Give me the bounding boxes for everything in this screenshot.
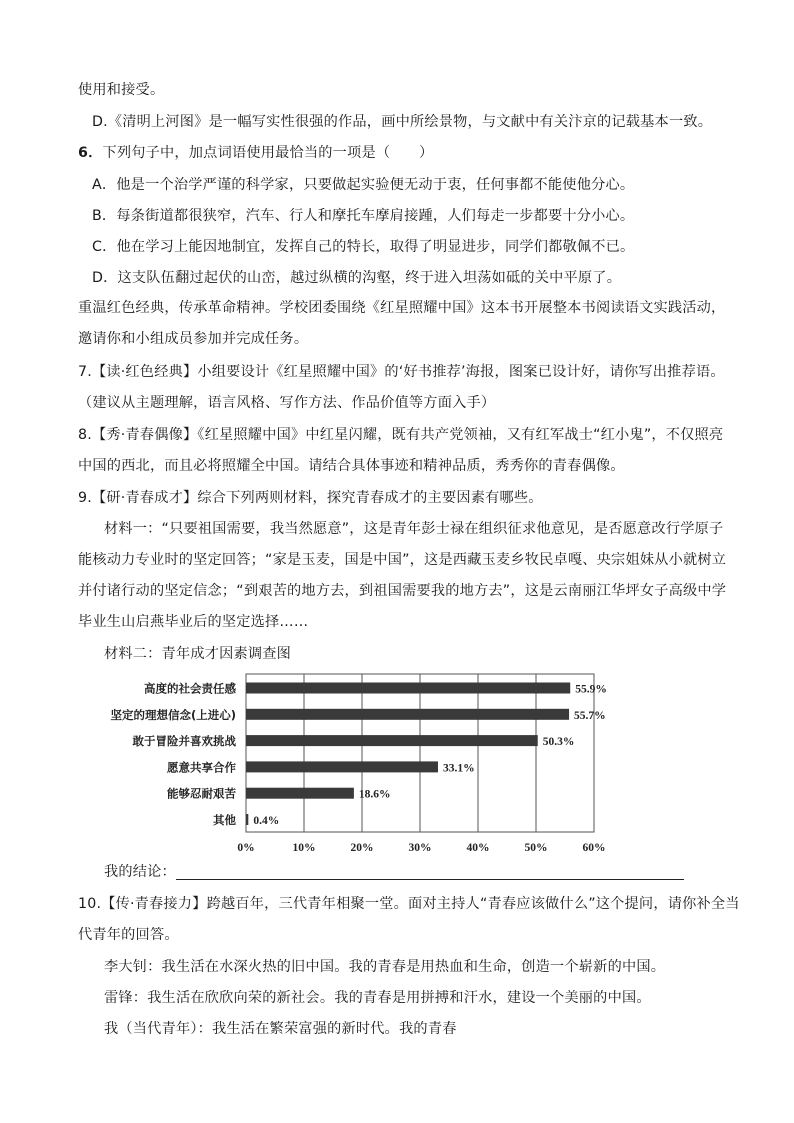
data-label: 33.1% (442, 762, 475, 775)
data-label: 18.6% (358, 788, 391, 801)
x-tick-label: 30% (408, 842, 432, 854)
option-d-q5: D.《清明上河图》是一幅写实性很强的作品，画中所绘景物，与文献中有关汴京的记载基本一致。 (92, 114, 713, 130)
question-8-line1: 8.【秀·青春偶像】《红星照耀中国》中红星闪耀，既有共产党领袖，又有红军战士“红小鬼”，不仅照亮 (78, 427, 724, 443)
material-2-title: 材料二：青年成才因素调查图 (104, 646, 292, 662)
bar (246, 709, 569, 720)
bar (246, 788, 354, 799)
bar (246, 761, 438, 772)
data-label: 55.9% (575, 683, 607, 696)
data-label: 55.7% (574, 709, 606, 722)
question-7-line1: 7.【读·红色经典】小组要设计《红星照耀中国》的‘好书推荐’海报，图案已设计好，请你写出推荐语。 (78, 364, 725, 380)
material-1-line4: 毕业生山启燕毕业后的坚定选择…… (78, 614, 309, 630)
activity-intro-line2: 邀请你和小组成员参加并完成任务。 (78, 331, 309, 347)
material-1-line3: 并付诸行动的坚定信念；“到艰苦的地方去，到祖国需要我的地方去”，这是云南丽江华坪女子高级中学 (78, 583, 727, 599)
question-7-line2: （建议从主题理解，语言风格、写作方法、作品价值等方面入手） (78, 395, 496, 411)
my-answer-prompt: 我（当代青年）：我生活在繁荣富强的新时代。我的青春 (104, 1021, 457, 1037)
question-9: 9.【研·青春成才】综合下列两则材料，探究青春成才的主要因素有哪些。 (78, 490, 543, 506)
category-label: 其他 (213, 813, 236, 827)
x-tick-label: 0% (237, 842, 255, 854)
conclusion-label: 我的结论： (104, 864, 176, 880)
bar (246, 814, 248, 825)
bar (246, 735, 538, 746)
text-line: 使用和接受。 (78, 82, 165, 98)
category-label: 坚定的理想信念(上进心) (110, 707, 236, 722)
category-label: 高度的社会责任感 (144, 681, 236, 696)
x-tick-label: 60% (582, 842, 606, 854)
option-d: D．这支队伍翻过起伏的山峦，越过纵横的沟壑，终于进入坦荡如砥的关中平原了。 (92, 270, 622, 286)
survey-bar-chart (100, 672, 620, 856)
material-1-line2: 能核动力专业时的坚定回答；“家是玉麦，国是中国”，这是西藏玉麦乡牧民卓嘎、央宗姐妹从小就树立 (78, 552, 727, 568)
x-tick-label: 50% (524, 842, 548, 854)
material-1-line1: 材料一：“只要祖国需要，我当然愿意”，这是青年彭士禄在组织征求他意见，是否愿意改行学原子 (104, 521, 724, 537)
x-tick-label: 10% (292, 842, 316, 854)
category-label: 敢于冒险并喜欢挑战 (132, 734, 236, 749)
lei-feng-answer: 雷锋：我生活在欣欣向荣的新社会。我的青春是用拼搏和汗水，建设一个美丽的中国。 (104, 990, 651, 1006)
data-label: 0.4% (253, 815, 280, 827)
li-dazhao-answer: 李大钊：我生活在水深火热的旧中国。我的青春是用热血和生命，创造一个崭新的中国。 (104, 959, 666, 975)
option-b: B．每条街道都很狭窄，汽车、行人和摩托车摩肩接踵，人们每走一步都要十分小心。 (92, 208, 635, 224)
question-number: 6． (78, 145, 103, 161)
category-label: 愿意共享合作 (167, 760, 236, 775)
x-tick-label: 40% (466, 842, 490, 854)
category-label: 能够忍耐艰苦 (167, 786, 236, 801)
question-10-line1: 10.【传·青春接力】跨越百年，三代青年相聚一堂。面对主持人“青春应该做什么”这个提问，请你补全当 (78, 896, 740, 912)
bar (246, 683, 570, 694)
activity-intro-line1: 重温红色经典，传承革命精神。学校团委围绕《红星照耀中国》这本书开展整本书阅读语文实践活动， (78, 300, 726, 316)
option-a: A．他是一个治学严谨的科学家，只要做起实验便无动于衷，任何事都不能使他分心。 (92, 177, 635, 193)
data-label: 50.3% (542, 736, 575, 749)
question-8-line2: 中国的西北，而且必将照耀全中国。请结合具体事迹和精神品质，秀秀你的青春偶像。 (78, 458, 625, 474)
question-stem: 下列句子中，加点词语使用最恰当的一项是（ ） (102, 145, 434, 161)
option-c: C．他在学习上能因地制宜，发挥自己的特长，取得了明显进步，同学们都敬佩不已。 (92, 239, 635, 255)
x-tick-label: 20% (350, 842, 374, 854)
conclusion-answer-line[interactable] (176, 879, 684, 880)
question-10-line2: 代青年的回答。 (78, 927, 179, 943)
question-6 (78, 143, 433, 163)
